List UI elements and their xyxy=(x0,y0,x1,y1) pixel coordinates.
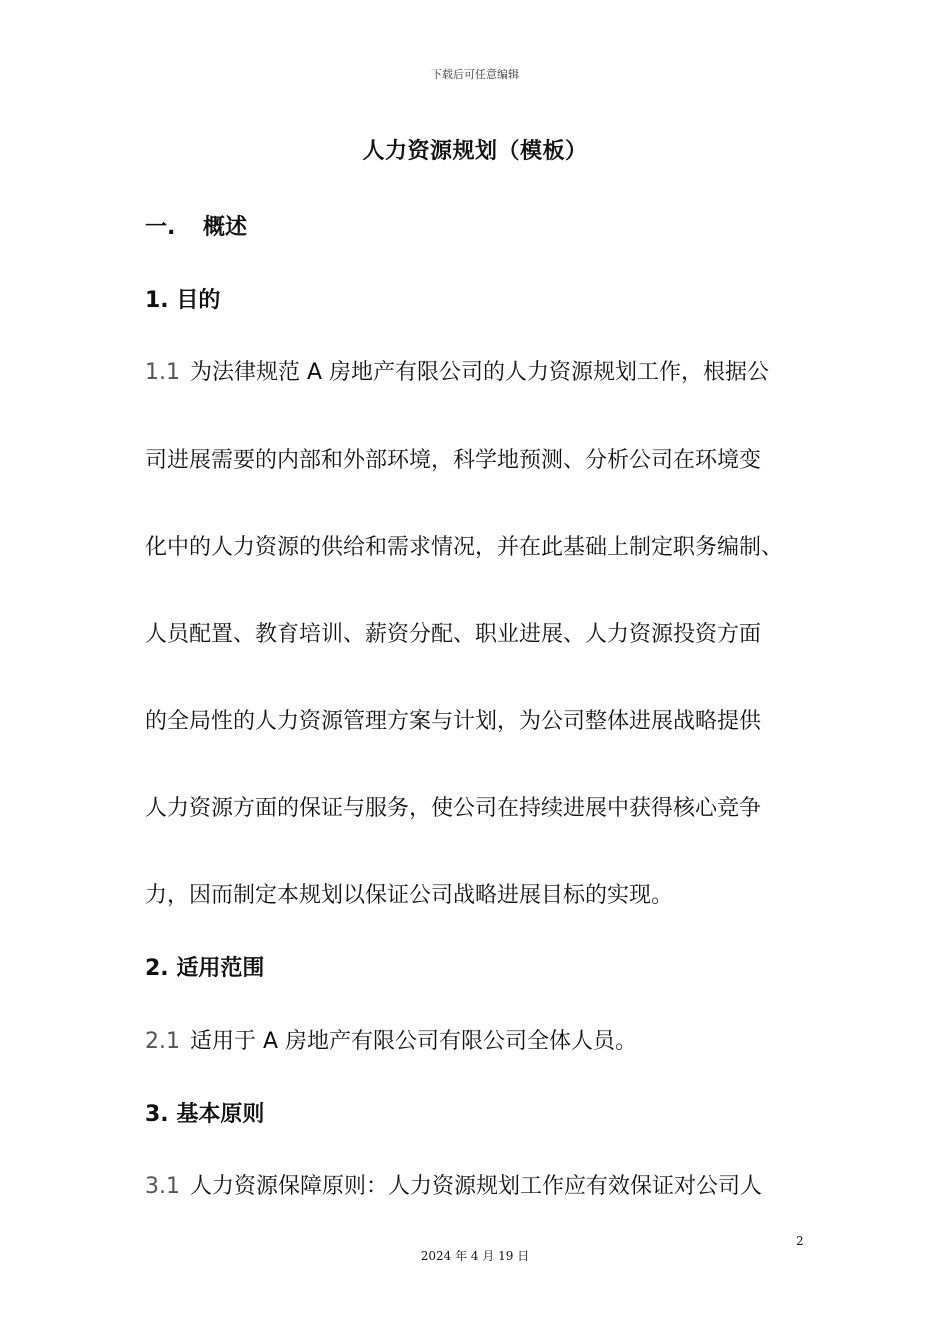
subsection-heading-scope: 2. 适用范围 xyxy=(145,956,265,981)
header-note: 下载后可任意编辑 xyxy=(431,68,519,81)
paragraph-line xyxy=(145,1169,762,1200)
footer-date: 2024 年 4 月 19 日 xyxy=(420,1249,530,1263)
section-heading-text: 概述 xyxy=(203,215,248,240)
paragraph-text: 为法律规范 A 房地产有限公司的人力资源规划工作，根据公 xyxy=(190,360,770,385)
paragraph-line: 化中的人力资源的供给和需求情况，并在此基础上制定职务编制、 xyxy=(145,535,784,560)
paragraph-line: 的全局性的人力资源管理方案与计划，为公司整体进展战略提供 xyxy=(145,709,762,734)
section-heading-overview xyxy=(145,210,247,241)
paragraph-line xyxy=(145,1024,637,1055)
page-number: 2 xyxy=(796,1234,804,1248)
paragraph-line: 人力资源方面的保证与服务，使公司在持续进展中获得核心竞争 xyxy=(145,796,762,821)
paragraph-number: 3.1 xyxy=(145,1174,180,1199)
section-number: 一. xyxy=(145,215,176,240)
paragraph-text: 适用于 A 房地产有限公司有限公司全体人员。 xyxy=(190,1029,638,1054)
paragraph-line: 人员配置、教育培训、薪资分配、职业进展、人力资源投资方面 xyxy=(145,622,762,647)
subsection-heading-principles: 3. 基本原则 xyxy=(145,1102,265,1127)
paragraph-number: 2.1 xyxy=(145,1029,180,1054)
document-title: 人力资源规划（模板） xyxy=(362,139,588,164)
subsection-heading-purpose: 1. 目的 xyxy=(145,288,221,313)
paragraph-line xyxy=(145,355,769,386)
paragraph-line: 力，因而制定本规划以保证公司战略进展目标的实现。 xyxy=(145,883,674,908)
paragraph-line: 司进展需要的内部和外部环境，科学地预测、分析公司在环境变 xyxy=(145,448,762,473)
paragraph-number: 1.1 xyxy=(145,360,180,385)
paragraph-text: 人力资源保障原则：人力资源规划工作应有效保证对公司人 xyxy=(190,1174,763,1199)
